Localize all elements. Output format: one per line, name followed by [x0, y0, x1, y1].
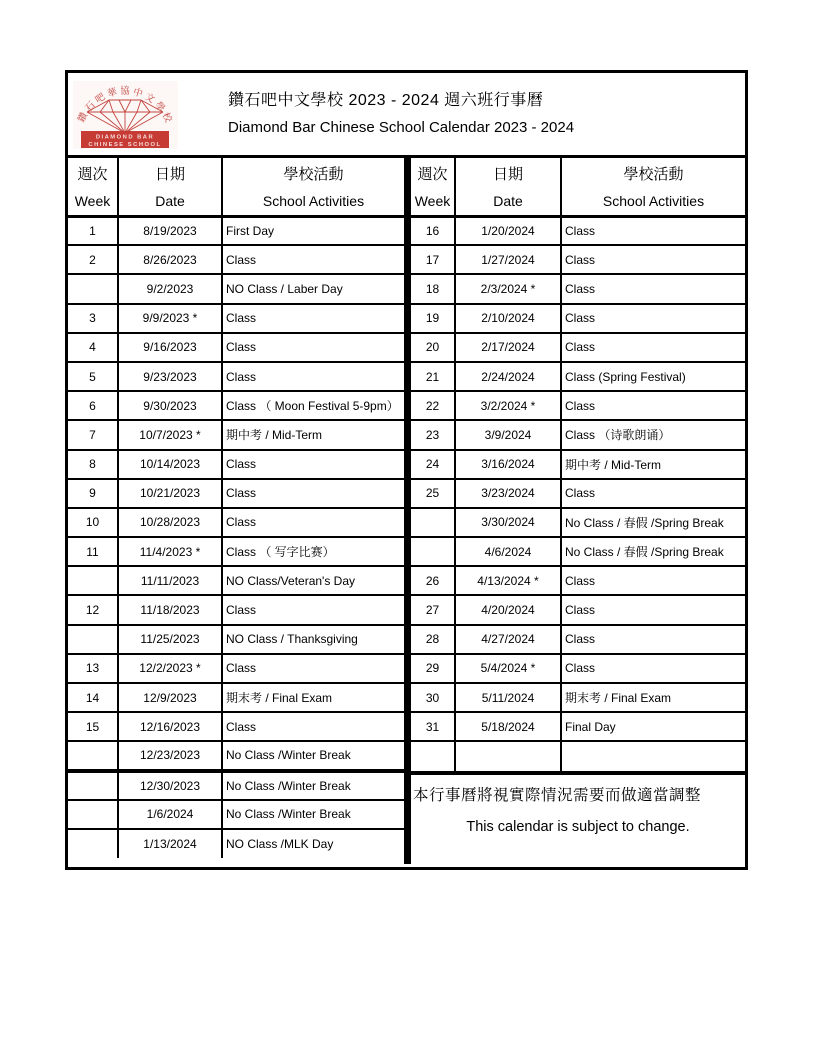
week-cell: 2 [68, 245, 118, 274]
date-cell: 2/24/2024 [455, 362, 561, 391]
date-cell: 5/11/2024 [455, 683, 561, 712]
date-cell: 3/2/2024 * [455, 391, 561, 420]
date-cell: 2/10/2024 [455, 304, 561, 333]
week-cell: 14 [68, 683, 118, 712]
table-row [68, 216, 404, 245]
note-english: This calendar is subject to change. [466, 818, 690, 835]
week-cell: 22 [411, 391, 455, 420]
activities-header-en: School Activities [262, 193, 365, 210]
week-column-header [411, 158, 455, 216]
table-row [411, 508, 745, 537]
activities-column-header [222, 158, 404, 216]
week-cell [411, 508, 455, 537]
table-row [68, 683, 404, 712]
date-cell: 12/30/2023 [118, 771, 222, 800]
calendar-table-right [411, 158, 745, 864]
logo-banner-line2: CHINESE SCHOOL [88, 141, 162, 148]
week-cell: 23 [411, 420, 455, 449]
table-row [411, 391, 745, 420]
school-logo-icon [73, 81, 178, 149]
week-cell: 26 [411, 566, 455, 595]
table-row [411, 537, 745, 566]
logo-arc-char: 鑽 [76, 110, 91, 125]
activity-cell: 期末考 / Final Exam [561, 683, 745, 712]
date-cell: 3/30/2024 [455, 508, 561, 537]
activities-header-zh: 學校活動 [623, 166, 684, 184]
note-box [411, 771, 745, 864]
activity-cell: Class [561, 595, 745, 624]
table-row [411, 712, 745, 741]
date-column-header [118, 158, 222, 216]
table-row [68, 712, 404, 741]
table-row [68, 654, 404, 683]
table-row [68, 771, 404, 800]
date-cell: 5/4/2024 * [455, 654, 561, 683]
activity-cell: No Class / 春假 /Spring Break [561, 537, 745, 566]
activity-cell: Class （ 写字比赛） [222, 537, 404, 566]
week-cell: 27 [411, 595, 455, 624]
table-row [68, 800, 404, 829]
table-row [411, 683, 745, 712]
table-row [411, 595, 745, 624]
week-header-zh: 週次 [417, 166, 448, 184]
logo-arc-char: 文 [142, 91, 157, 106]
week-cell: 30 [411, 683, 455, 712]
week-header-en: Week [74, 193, 111, 210]
week-cell: 24 [411, 450, 455, 479]
activity-cell: NO Class / Thanksgiving [222, 625, 404, 654]
date-cell: 2/3/2024 * [455, 274, 561, 303]
date-cell: 3/16/2024 [455, 450, 561, 479]
calendar-header [68, 73, 745, 158]
table-row [68, 304, 404, 333]
table-row [68, 274, 404, 303]
table-row [68, 420, 404, 449]
date-cell: 1/20/2024 [455, 216, 561, 245]
week-cell: 5 [68, 362, 118, 391]
date-cell: 3/9/2024 [455, 420, 561, 449]
date-cell: 9/16/2023 [118, 333, 222, 362]
week-cell [68, 741, 118, 770]
page-title [228, 93, 574, 135]
date-cell: 9/2/2023 [118, 274, 222, 303]
week-cell: 19 [411, 304, 455, 333]
title-english: Diamond Bar Chinese School Calendar 2023 - 2024 [228, 119, 575, 136]
table-row [68, 537, 404, 566]
table-row [68, 625, 404, 654]
week-cell: 9 [68, 479, 118, 508]
activity-cell: Class [561, 479, 745, 508]
week-cell: 20 [411, 333, 455, 362]
activity-cell: Class [561, 391, 745, 420]
activity-cell: Class [222, 595, 404, 624]
table-row [68, 333, 404, 362]
date-cell: 11/18/2023 [118, 595, 222, 624]
week-cell: 12 [68, 595, 118, 624]
week-column-header [68, 158, 118, 216]
week-cell: 31 [411, 712, 455, 741]
date-cell: 1/6/2024 [118, 800, 222, 829]
date-cell: 10/21/2023 [118, 479, 222, 508]
activity-cell: NO Class/Veteran's Day [222, 566, 404, 595]
table-row [411, 420, 745, 449]
activity-cell: NO Class /MLK Day [222, 829, 404, 858]
date-cell: 12/9/2023 [118, 683, 222, 712]
table-row [411, 479, 745, 508]
week-cell [68, 800, 118, 829]
table-row [411, 450, 745, 479]
table-row [68, 245, 404, 274]
note-chinese: 本行事曆將視實際情況需要而做適當調整 [413, 786, 702, 804]
week-cell: 4 [68, 333, 118, 362]
table-row [68, 741, 404, 770]
week-cell: 18 [411, 274, 455, 303]
date-cell: 1/13/2024 [118, 829, 222, 858]
activity-cell [561, 741, 745, 770]
activity-cell: Class [222, 362, 404, 391]
activity-cell: Class [561, 625, 745, 654]
activity-cell: Class [222, 450, 404, 479]
table-row [411, 245, 745, 274]
date-cell: 11/11/2023 [118, 566, 222, 595]
date-cell: 4/6/2024 [455, 537, 561, 566]
activity-cell: Class [222, 479, 404, 508]
date-cell: 10/14/2023 [118, 450, 222, 479]
week-cell [68, 274, 118, 303]
activity-cell: Class [222, 245, 404, 274]
week-cell: 25 [411, 479, 455, 508]
week-cell [68, 625, 118, 654]
activity-cell: 期中考 / Mid-Term [561, 450, 745, 479]
week-cell: 1 [68, 216, 118, 245]
table-row [411, 654, 745, 683]
week-header-en: Week [414, 193, 451, 210]
date-cell: 2/17/2024 [455, 333, 561, 362]
activity-cell: Class [561, 245, 745, 274]
week-cell: 10 [68, 508, 118, 537]
table-row [68, 595, 404, 624]
activity-cell: Class [222, 508, 404, 537]
activity-cell: Class [561, 216, 745, 245]
date-cell: 12/23/2023 [118, 741, 222, 770]
activity-cell: Class （ Moon Festival 5-9pm） [222, 391, 404, 420]
activity-cell: Class [561, 274, 745, 303]
activity-cell: Class [561, 654, 745, 683]
week-cell [411, 537, 455, 566]
date-header-en: Date [493, 193, 523, 210]
table-row [68, 450, 404, 479]
calendar-body [68, 158, 745, 864]
activity-cell: Class [561, 304, 745, 333]
table-row [411, 741, 745, 770]
activity-cell: Final Day [561, 712, 745, 741]
logo-arc-char: 中 [131, 86, 144, 100]
activity-cell: No Class /Winter Break [222, 771, 404, 800]
activities-column-header [561, 158, 745, 216]
date-cell: 11/25/2023 [118, 625, 222, 654]
calendar-document [65, 70, 748, 870]
table-row [68, 391, 404, 420]
date-cell: 1/27/2024 [455, 245, 561, 274]
week-cell: 11 [68, 537, 118, 566]
week-cell: 7 [68, 420, 118, 449]
date-cell: 9/9/2023 * [118, 304, 222, 333]
activity-cell: No Class /Winter Break [222, 800, 404, 829]
week-cell: 29 [411, 654, 455, 683]
week-cell: 6 [68, 391, 118, 420]
activity-cell: Class [222, 654, 404, 683]
table-header-row [68, 158, 404, 216]
week-cell: 15 [68, 712, 118, 741]
date-cell: 3/23/2024 [455, 479, 561, 508]
week-cell: 21 [411, 362, 455, 391]
activity-cell: Class （诗歌朗诵） [561, 420, 745, 449]
date-cell: 8/19/2023 [118, 216, 222, 245]
table-row [411, 566, 745, 595]
logo-arc-char: 協 [120, 86, 130, 97]
logo-arc-char: 華 [106, 86, 119, 100]
activity-cell: Class [222, 304, 404, 333]
date-cell: 4/20/2024 [455, 595, 561, 624]
activity-cell: Class [561, 566, 745, 595]
date-cell: 4/13/2024 * [455, 566, 561, 595]
activity-cell: Class [222, 333, 404, 362]
date-header-zh: 日期 [154, 166, 185, 184]
week-cell [411, 741, 455, 770]
logo-banner-line1: DIAMOND BAR [95, 134, 155, 141]
table-row [411, 274, 745, 303]
date-cell: 12/16/2023 [118, 712, 222, 741]
activity-cell: First Day [222, 216, 404, 245]
date-header-zh: 日期 [492, 166, 523, 184]
activity-cell: No Class /Winter Break [222, 741, 404, 770]
table-row [411, 362, 745, 391]
table-row [68, 508, 404, 537]
logo-arc-char: 吧 [93, 91, 108, 106]
week-cell [68, 566, 118, 595]
table-row [68, 479, 404, 508]
activity-cell: Class [222, 712, 404, 741]
activity-cell: 期中考 / Mid-Term [222, 420, 404, 449]
week-cell [68, 829, 118, 858]
week-cell: 3 [68, 304, 118, 333]
calendar-table-left [68, 158, 404, 864]
title-chinese: 鑽石吧中文學校 2023 - 2024 週六班行事曆 [228, 92, 544, 109]
date-cell: 10/28/2023 [118, 508, 222, 537]
table-row [411, 625, 745, 654]
date-cell: 8/26/2023 [118, 245, 222, 274]
logo-arc-char: 校 [159, 110, 174, 125]
logo-arc-char: 學 [152, 99, 167, 115]
week-cell: 8 [68, 450, 118, 479]
week-cell [68, 771, 118, 800]
table-header-row [411, 158, 745, 216]
center-divider [404, 158, 411, 864]
date-cell: 11/4/2023 * [118, 537, 222, 566]
activities-header-zh: 學校活動 [283, 166, 344, 184]
date-cell: 10/7/2023 * [118, 420, 222, 449]
logo-arc-char: 石 [83, 99, 98, 115]
week-cell: 16 [411, 216, 455, 245]
date-cell [455, 741, 561, 770]
week-cell: 17 [411, 245, 455, 274]
date-header-en: Date [155, 193, 185, 210]
activities-header-en: School Activities [602, 193, 705, 210]
table-row [411, 216, 745, 245]
date-cell: 9/23/2023 [118, 362, 222, 391]
activity-cell: NO Class / Laber Day [222, 274, 404, 303]
table-row [68, 566, 404, 595]
activity-cell: 期末考 / Final Exam [222, 683, 404, 712]
table-row [68, 362, 404, 391]
week-cell: 28 [411, 625, 455, 654]
activity-cell: Class [561, 333, 745, 362]
activity-cell: Class (Spring Festival) [561, 362, 745, 391]
activity-cell: No Class / 春假 /Spring Break [561, 508, 745, 537]
date-cell: 12/2/2023 * [118, 654, 222, 683]
week-header-zh: 週次 [77, 166, 108, 184]
date-cell: 9/30/2023 [118, 391, 222, 420]
date-column-header [455, 158, 561, 216]
week-cell: 13 [68, 654, 118, 683]
table-row [411, 304, 745, 333]
date-cell: 5/18/2024 [455, 712, 561, 741]
date-cell: 4/27/2024 [455, 625, 561, 654]
table-row [411, 333, 745, 362]
table-row [68, 829, 404, 858]
